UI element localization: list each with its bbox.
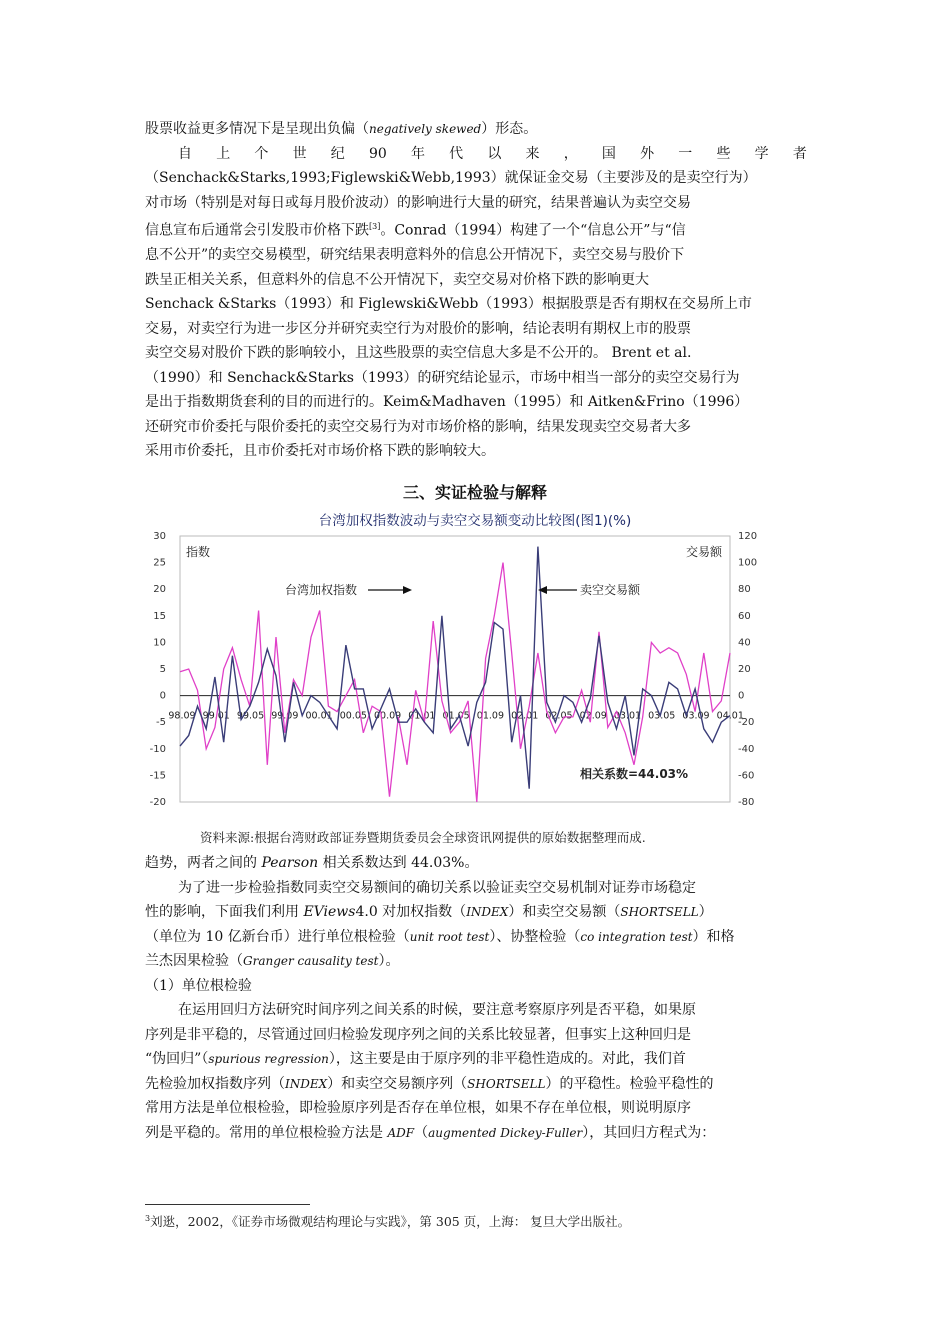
spread-char: 以 bbox=[487, 145, 502, 162]
footnote-divider bbox=[145, 1204, 310, 1205]
left-tick-label: -5 bbox=[156, 717, 166, 729]
x-tick-label: 01.09 bbox=[476, 710, 505, 722]
text-line: 交易，对卖空行为进一步区分并研究卖空行为对股价的影响，结论表明有期权上市的股票 bbox=[145, 320, 691, 337]
spread-char: 国 bbox=[601, 145, 616, 162]
right-tick-label: 20 bbox=[738, 664, 751, 675]
text-line: 趋势，两者之间的 Pearson 相关系数达到 44.03%。 bbox=[145, 855, 479, 871]
citation-ref: [3] bbox=[369, 222, 381, 231]
x-tick-label: 00.01 bbox=[305, 710, 333, 722]
spread-char: 上 bbox=[216, 145, 231, 162]
spread-char: 个 bbox=[254, 145, 269, 162]
x-tick-label: 02.01 bbox=[511, 710, 539, 722]
text-line: 列是平稳的。常用的单位根检验方法是 ADF（augmented Dickey-Fuller），其回归方程式为： bbox=[145, 1124, 716, 1141]
x-tick-label: 02.05 bbox=[545, 710, 573, 722]
right-axis-label: 交易额 bbox=[685, 545, 722, 559]
x-tick-label: 03.09 bbox=[682, 710, 710, 722]
source-note: 资料来源:根据台湾财政部证券暨期货委员会全球资讯网提供的原始数据整理而成. bbox=[200, 830, 646, 845]
text-line: 还研究市价委托与限价委托的卖空交易行为对市场价格的影响，结果发现卖空交易者大多 bbox=[145, 418, 691, 435]
left-tick-label: 25 bbox=[153, 557, 166, 569]
body-paragraph bbox=[145, 851, 807, 1145]
left-tick-label: 5 bbox=[159, 664, 166, 675]
spread-char: 外 bbox=[640, 145, 655, 162]
x-tick-label: 04.01 bbox=[716, 710, 744, 722]
left-tick-label: -10 bbox=[149, 743, 166, 755]
left-tick-label: 30 bbox=[153, 531, 166, 542]
spread-char: 者 bbox=[792, 145, 807, 162]
text-line: 跌呈正相关关系，但意料外的信息不公开情况下，卖空交易对价格下跌的影响更大 bbox=[145, 271, 649, 288]
text-line: （1990）和 Senchack&Starks（1993）的研究结论显示，市场中相当一部分的卖空交易行为 bbox=[145, 369, 740, 386]
text-line: 息不公开”的卖空交易模型，研究结果表明意料外的信息公开情况下，卖空交易与股价下 bbox=[145, 247, 685, 264]
left-tick-label: 10 bbox=[153, 637, 166, 649]
text-line: 在运用回归方法研究时间序列之间关系的时候，要注意考察原序列是否平稳，如果原 bbox=[178, 1002, 696, 1018]
text-line: 为了进一步检验指数同卖空交易额间的确切关系以验证卖空交易机制对证券市场稳定 bbox=[178, 879, 696, 896]
x-tick-label: 99.01 bbox=[202, 710, 230, 722]
x-tick-label: 03.05 bbox=[648, 710, 676, 722]
annotation-index-label: 台湾加权指数 bbox=[285, 583, 358, 597]
spread-char: 代 bbox=[449, 145, 464, 162]
text-line: （Senchack&Starks,1993;Figlewski&Webb,1993）就保证金交易（主要涉及的是卖空行为） bbox=[145, 170, 757, 186]
x-tick-label: 02.09 bbox=[579, 710, 607, 722]
arrowhead-index bbox=[403, 586, 412, 594]
text-line-spread bbox=[145, 142, 807, 167]
right-tick-label: -40 bbox=[738, 743, 755, 755]
left-tick-label: -15 bbox=[149, 770, 166, 782]
x-tick-label: 98.09 bbox=[168, 710, 196, 722]
text-line: 卖空交易对股价下跌的影响较小，且这些股票的卖空信息大多是不公开的。 Brent et al. bbox=[145, 345, 692, 362]
left-tick-label: 20 bbox=[153, 584, 166, 596]
correlation-annotation: 相关系数=44.03% bbox=[580, 767, 689, 781]
text-line: Senchack &Starks（1993）和 Figlewski&Webb（1993）根据股票是否有期权在交易所上市 bbox=[145, 296, 752, 313]
spread-char: 纪 bbox=[330, 145, 345, 162]
text-line: 对市场（特别是对每日或每月股价波动）的影响进行大量的研究，结果普遍认为卖空交易 bbox=[145, 194, 691, 211]
text-line: 兰杰因果检验（Granger causality test）。 bbox=[145, 953, 400, 969]
text-line: （单位为 10 亿新台币）进行单位根检验（unit root test）、协整检验（co integration test）和格 bbox=[145, 928, 735, 945]
left-tick-label: 0 bbox=[159, 690, 166, 702]
footnote-marker: 3 bbox=[145, 1213, 151, 1223]
series-line-shortsell bbox=[180, 547, 730, 789]
text-line: 股票收益更多情况下是呈现出负偏（negatively skewed）形态。 bbox=[145, 121, 538, 137]
right-tick-label: 80 bbox=[738, 584, 751, 596]
x-tick-label: 99.05 bbox=[236, 710, 265, 722]
right-tick-label: 100 bbox=[738, 557, 758, 569]
text-line: “伪回归”（spurious regression），这主要是由于原序列的非平稳性造成的。对此，我们首 bbox=[145, 1051, 686, 1067]
spread-char: 自 bbox=[178, 145, 192, 162]
spread-char: 世 bbox=[292, 145, 307, 162]
left-tick-label: 15 bbox=[153, 610, 166, 622]
spread-char: 学 bbox=[754, 145, 769, 162]
section-heading: 三、实证检验与解释 bbox=[402, 483, 547, 502]
x-tick-label: 00.05 bbox=[339, 710, 367, 722]
line-chart bbox=[140, 528, 800, 813]
x-tick-label: 01.05 bbox=[442, 710, 470, 722]
spread-char: 90 bbox=[368, 145, 387, 162]
text-line: 性的影响，下面我们利用 EViews4.0 对加权指数（INDEX）和卖空交易额（SHORTSELL） bbox=[145, 904, 713, 920]
right-tick-label: 120 bbox=[738, 531, 758, 542]
spread-char: 年 bbox=[410, 145, 425, 162]
right-tick-label: 40 bbox=[738, 637, 751, 649]
subsection-heading: （1）单位根检验 bbox=[145, 977, 252, 994]
spread-char: ， bbox=[563, 145, 578, 162]
x-tick-label: 03.01 bbox=[613, 710, 642, 722]
spread-char: 来 bbox=[525, 145, 540, 162]
spread-char: 一 bbox=[678, 145, 693, 162]
text-line: 是出于指数期货套利的目的而进行的。Keim&Madhaven（1995）和 Aitken&Frino（1996） bbox=[145, 394, 749, 411]
right-tick-label: 60 bbox=[738, 610, 751, 622]
text-line: 常用方法是单位根检验，即检验原序列是否存在单位根，如果不存在单位根，则说明原序 bbox=[145, 1100, 691, 1116]
text-line: 先检验加权指数序列（INDEX）和卖空交易额序列（SHORTSELL）的平稳性。检验平稳性的 bbox=[145, 1075, 714, 1092]
annotation-shortsell-label: 卖空交易额 bbox=[580, 583, 641, 597]
right-tick-label: -20 bbox=[738, 717, 755, 729]
left-tick-label: -20 bbox=[149, 797, 166, 808]
x-tick-label: 00.09 bbox=[374, 710, 402, 722]
text-line: 信息宣布后通常会引发股市价格下跌[3]。Conrad（1994）构建了一个“信息公开”与“信 bbox=[145, 222, 686, 239]
left-axis-label: 指数 bbox=[186, 545, 211, 559]
text-line: 采用市价委托，且市价委托对市场价格下跌的影响较大。 bbox=[145, 443, 495, 460]
chart-title: 台湾加权指数波动与卖空交易额变动比较图(图1)(%) bbox=[318, 513, 632, 529]
intro-paragraph bbox=[145, 117, 807, 464]
x-tick-label: 01.01 bbox=[408, 710, 436, 722]
x-tick-label: 99.09 bbox=[271, 710, 299, 722]
footnote: $^3$刘逖，2002，《证券市场微观结构理论与实践》，第 305 页，上海： 复旦大学出版社。 bbox=[145, 1213, 631, 1229]
spread-char: 些 bbox=[716, 145, 731, 162]
arrowhead-shortsell bbox=[538, 586, 547, 594]
right-tick-label: 0 bbox=[738, 690, 745, 702]
right-tick-label: -80 bbox=[738, 797, 755, 808]
text-line: 序列是非平稳的，尽管通过回归检验发现序列之间的关系比较显著，但事实上这种回归是 bbox=[145, 1026, 691, 1043]
right-tick-label: -60 bbox=[738, 770, 755, 782]
